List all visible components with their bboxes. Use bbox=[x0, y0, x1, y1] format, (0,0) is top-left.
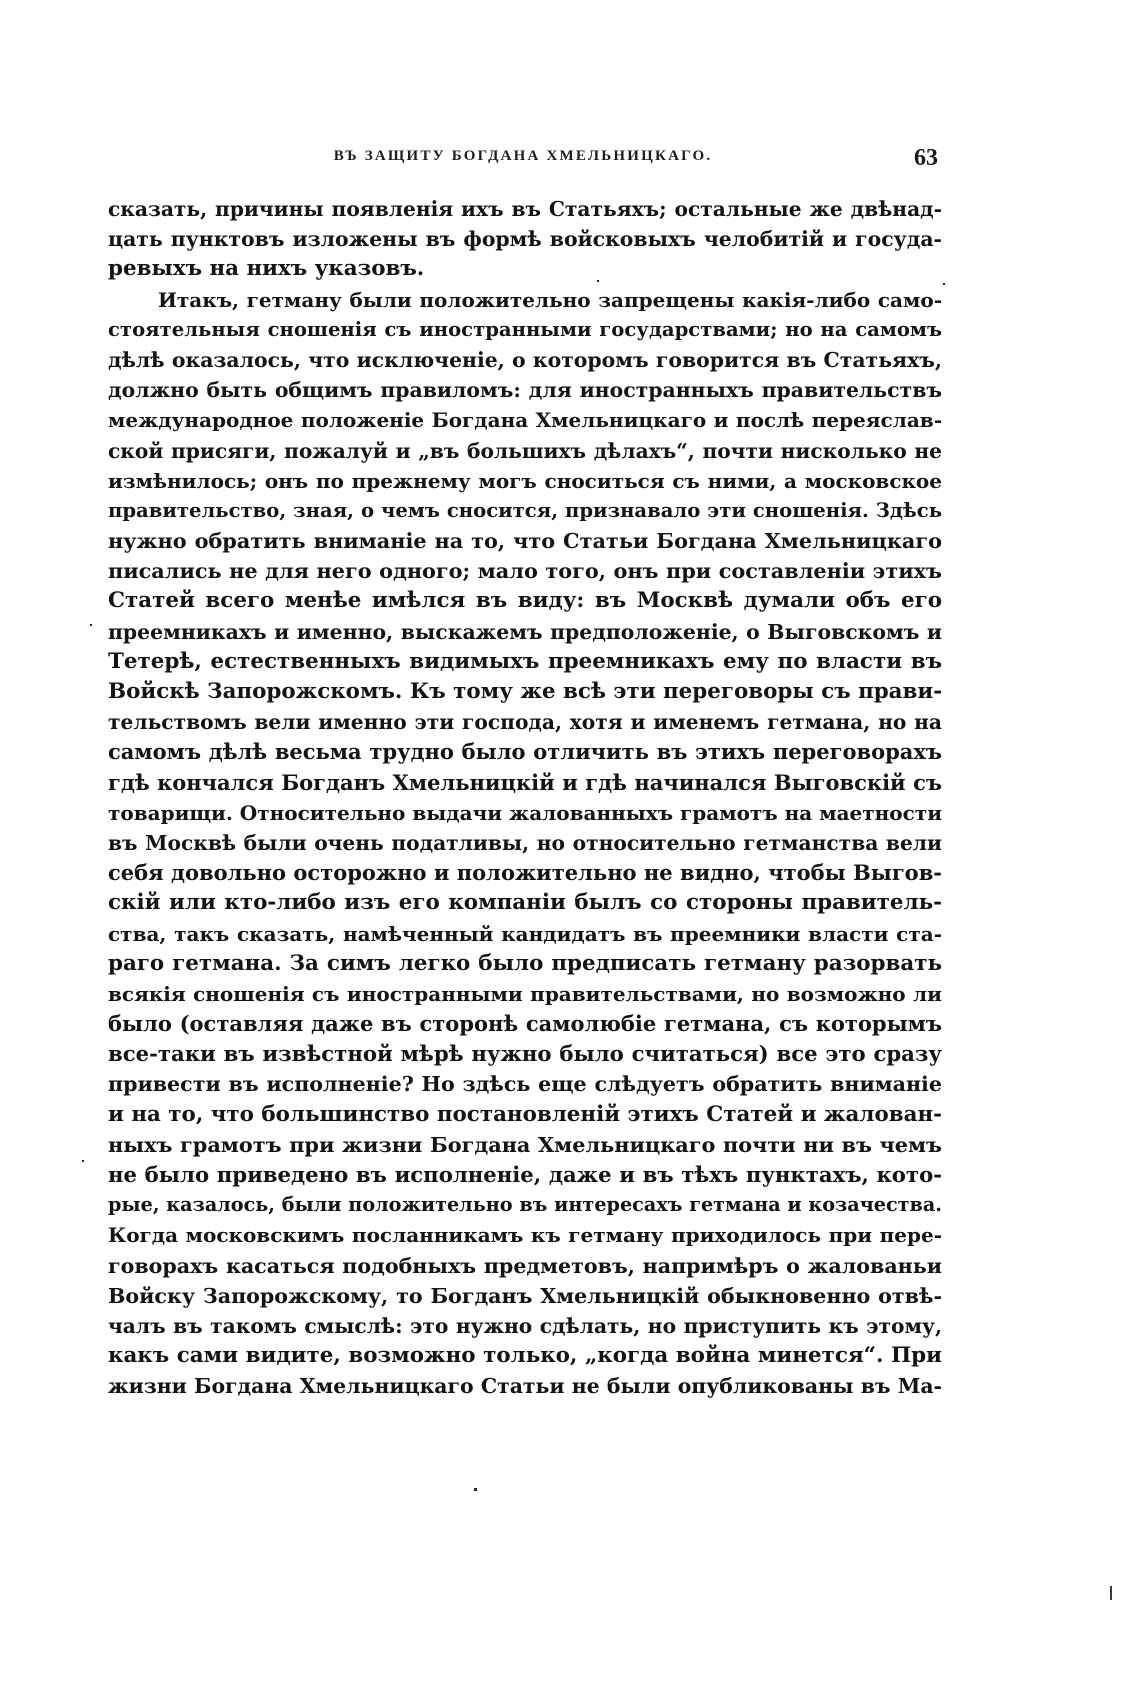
running-title: ВЪ ЗАЩИТУ БОГДАНА ХМЕЛЬНИЦКАГО. bbox=[333, 148, 713, 164]
text-line: говорахъ касаться подобныхъ предметовъ, напримѣръ о жалованьи bbox=[108, 1253, 942, 1278]
text-line: всякія сношенія съ иностранными правительствами, но возможно ли bbox=[108, 981, 942, 1006]
text-line: какъ сами видите, возможно только, „когда война минется“. При bbox=[108, 1343, 942, 1369]
text-line: Статей всего менѣе имѣлся въ виду: въ Москвѣ думали объ его bbox=[108, 588, 942, 614]
text-line: ревыхъ на нихъ указовъ. bbox=[108, 256, 425, 282]
text-line: скій или кто-либо изъ его компаніи былъ со стороны правитель- bbox=[108, 890, 942, 916]
text-line: себя довольно осторожно и положительно не видно, чтобы Выгов- bbox=[108, 860, 942, 886]
text-line: измѣнилось; онъ по прежнему могъ сноситься съ ними, а московское bbox=[108, 468, 942, 493]
text-line: Когда московскимъ посланникамъ къ гетману приходилось при пере- bbox=[108, 1223, 942, 1248]
text-line: Войскѣ Запорожскомъ. Къ тому же всѣ эти переговоры съ прави- bbox=[108, 679, 943, 704]
text-line: чалъ въ такомъ смыслѣ: это нужно сдѣлать, но приступить къ этому, bbox=[108, 1313, 942, 1338]
scan-speck bbox=[597, 280, 599, 282]
page-number: 63 bbox=[914, 145, 938, 171]
text-line: стоятельныя сношенія съ иностранными государствами; но на самомъ bbox=[108, 317, 942, 341]
text-line: ныхъ грамотъ при жизни Богдана Хмельницкаго почти ни въ чемъ bbox=[108, 1131, 942, 1157]
text-line: Войску Запорожскому, то Богданъ Хмельницкій обыкновенно отвѣ- bbox=[108, 1283, 942, 1308]
text-line: было (оставляя даже въ сторонѣ самолюбіе гетмана, съ которымъ bbox=[108, 1011, 942, 1037]
text-line: и на то, что большинство постановленій этихъ Статей и жалован- bbox=[108, 1101, 942, 1127]
text-line: писались не для него одного; мало того, онъ при составленіи этихъ bbox=[108, 558, 942, 584]
text-line: въ Москвѣ были очень податливы, но относительно гетманства вели bbox=[108, 830, 942, 855]
text-line: правительство, зная, о чемъ сносится, признавало эти сношенія. Здѣсь bbox=[108, 498, 942, 522]
scan-speck bbox=[474, 1488, 477, 1491]
text-line: нужно обратить вниманіе на то, что Статьи Богдана Хмельницкаго bbox=[108, 528, 942, 554]
text-line: привести въ исполненіе? Но здѣсь еще слѣдуетъ обратить вниманіе bbox=[108, 1072, 942, 1097]
paragraph-first-line: Итакъ, гетману были положительно запрещены какія-либо само- bbox=[158, 287, 942, 312]
text-line: раго гетмана. За симъ легко было предписать гетману разорвать bbox=[108, 950, 942, 976]
text-line: преемникахъ и именно, выскажемъ предположеніе, о Выговскомъ и bbox=[108, 619, 942, 644]
text-line: сказать, причины появленія ихъ въ Статьяхъ; остальные же двѣнад- bbox=[108, 197, 942, 221]
text-line: жизни Богдана Хмельницкаго Статьи не были опубликованы въ Ма- bbox=[108, 1374, 942, 1399]
scan-speck bbox=[943, 283, 945, 285]
text-line: товарищи. Относительно выдачи жалованныхъ грамотъ на маетности bbox=[108, 800, 943, 825]
scan-speck bbox=[82, 1160, 84, 1162]
text-line: рые, казалось, были положительно въ интересахъ гетмана и козачества. bbox=[108, 1193, 942, 1217]
text-line: цать пунктовъ изложены въ формѣ войсковыхъ челобитій и госуда- bbox=[108, 227, 942, 252]
running-head bbox=[108, 145, 938, 178]
body-text bbox=[108, 194, 942, 1402]
text-line: международное положеніе Богдана Хмельницкаго и послѣ переяслав- bbox=[108, 408, 942, 433]
text-line: не было приведено въ исполненіе, даже и въ тѣхъ пунктахъ, кото- bbox=[108, 1162, 942, 1187]
scan-edge-mark bbox=[1110, 1586, 1112, 1600]
text-line: дѣлѣ оказалось, что исключеніе, о которомъ говорится въ Статьяхъ, bbox=[108, 347, 942, 372]
scan-speck bbox=[90, 624, 92, 626]
text-line: самомъ дѣлѣ весьма трудно было отличить въ этихъ переговорахъ bbox=[108, 739, 942, 765]
text-line: ства, такъ сказать, намѣченный кандидатъ въ преемники власти ста- bbox=[108, 921, 942, 946]
text-line: ской присяги, пожалуй и „въ большихъ дѣлахъ“, почти нисколько не bbox=[108, 438, 942, 463]
text-line: тельствомъ вели именно эти господа, хотя и именемъ гетмана, но на bbox=[108, 710, 942, 735]
text-line: гдѣ кончался Богданъ Хмельницкій и гдѣ начинался Выговскій съ bbox=[108, 769, 942, 795]
text-line: Тетерѣ, естественныхъ видимыхъ преемникахъ ему по власти въ bbox=[108, 648, 942, 674]
text-line: все-таки въ извѣстной мѣрѣ нужно было считаться) все это сразу bbox=[108, 1041, 942, 1067]
text-line: должно быть общимъ правиломъ: для иностранныхъ правительствъ bbox=[108, 378, 942, 403]
